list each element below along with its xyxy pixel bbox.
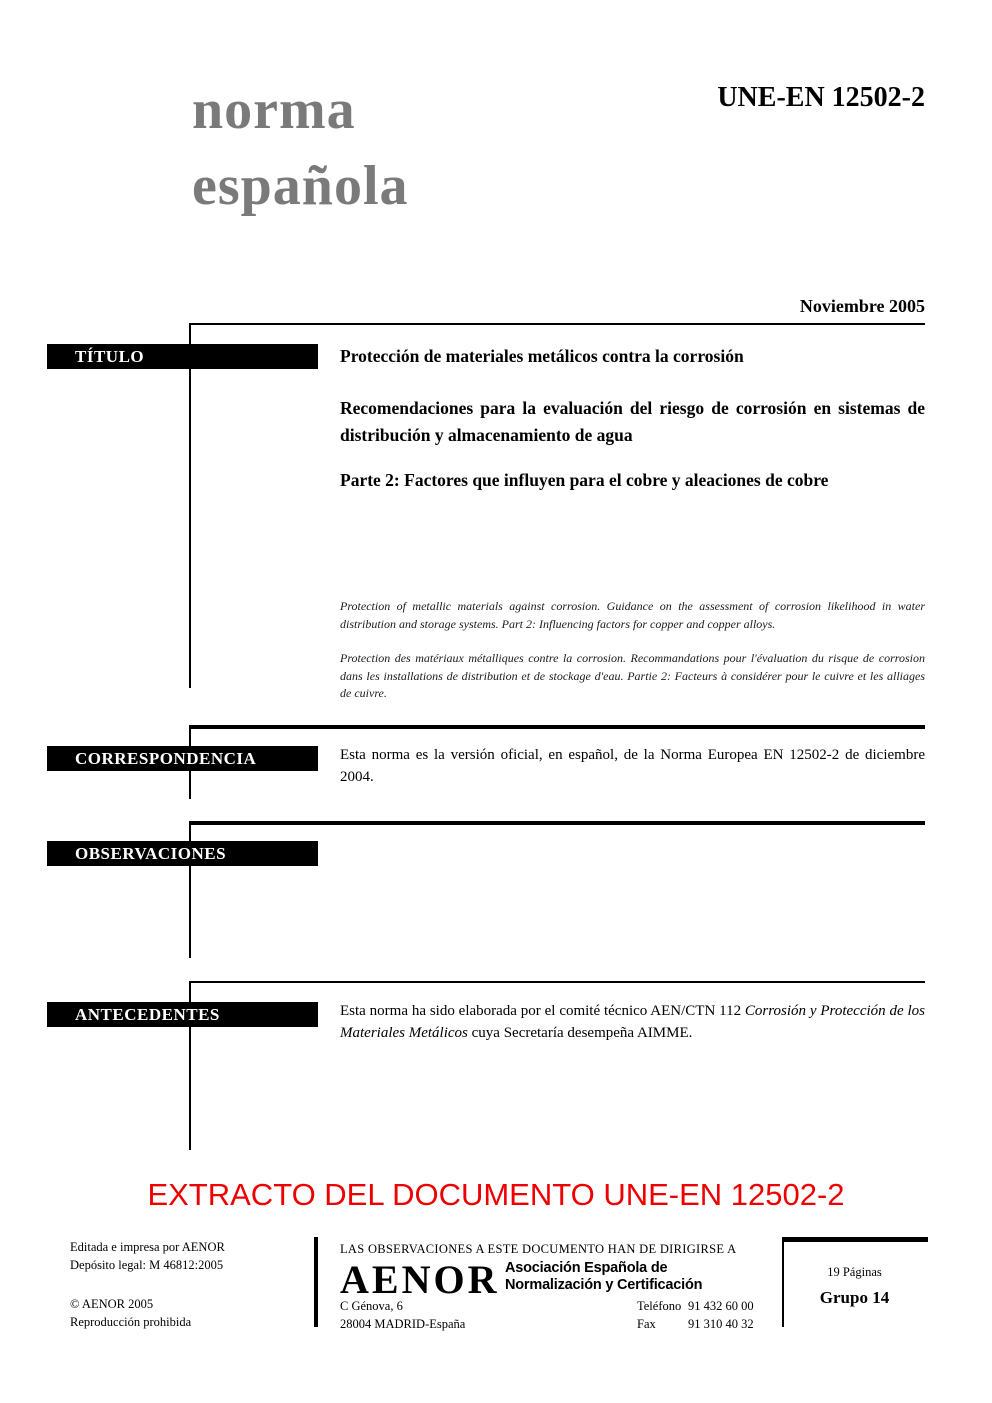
brand-line-2: española xyxy=(192,155,409,217)
footer-reproduction-notice: Reproducción prohibida xyxy=(70,1315,192,1329)
title-spanish-line2: Recomendaciones para la evaluación del riesgo de corrosión en sistemas de distribución y almacenamiento de agua xyxy=(340,398,925,445)
norma-espanola-logo xyxy=(192,72,409,224)
footer-phone-value: 91 432 60 00 xyxy=(688,1299,754,1313)
antecedentes-text-suffix: cuya Secretaría desempeña AIMME. xyxy=(467,1024,693,1041)
footer-divider xyxy=(314,1237,318,1327)
titulo-label-bar: TÍTULO xyxy=(47,344,318,369)
aenor-org-name xyxy=(505,1260,702,1294)
antecedentes-text-italic: Corrosión y Protección de los Materiales Metálicos xyxy=(340,1003,925,1041)
aenor-logo: AENOR xyxy=(340,1257,500,1302)
document-code: UNE-EN 12502-2 xyxy=(717,82,925,113)
footer-publisher-line: Editada e impresa por AENOR xyxy=(70,1240,225,1254)
antecedentes-label-bar: ANTECEDENTES xyxy=(47,1002,318,1027)
title-english-note: Protection of metallic materials against corrosion. Guidance on the assessment of corrosion likelihood in water distribution and storage systems. Part 2: Influencing factors for copper and copper alloys. xyxy=(340,599,925,631)
rule-correspondencia xyxy=(190,725,925,729)
footer-phone-label: Teléfono xyxy=(637,1299,682,1313)
antecedentes-body xyxy=(340,1001,925,1044)
footer-observations-notice: LAS OBSERVACIONES A ESTE DOCUMENTO HAN DE DIRIGIRSE A xyxy=(340,1242,737,1256)
rule-titulo xyxy=(190,323,925,325)
page-count: 19 Páginas xyxy=(827,1265,882,1279)
correspondencia-label-bar: CORRESPONDENCIA xyxy=(47,746,318,771)
observaciones-label-bar: OBSERVACIONES xyxy=(47,841,318,866)
document-date: Noviembre 2005 xyxy=(799,296,925,316)
rule-antecedentes xyxy=(190,981,925,983)
footer-fax-value: 91 310 40 32 xyxy=(688,1317,754,1331)
footer-address-street: C Génova, 6 xyxy=(340,1299,403,1313)
title-french-note: Protection des matériaux métalliques contre la corrosion. Recommandations pour l'évaluation du risque de corrosion dans les installations de distribution et de stockage d'eau. Partie 2: Facteurs à considérer pour le cuivre et les alliages de cuivre. xyxy=(340,651,925,700)
aenor-org-line2: Normalización y Certificación xyxy=(505,1277,703,1293)
group-number: Grupo 14 xyxy=(819,1288,890,1307)
title-spanish-line1: Protección de materiales metálicos contra la corrosión xyxy=(340,346,744,366)
extracto-title: EXTRACTO DEL DOCUMENTO UNE-EN 12502-2 xyxy=(147,1177,845,1212)
title-spanish-line3: Parte 2: Factores que influyen para el cobre y aleaciones de cobre xyxy=(340,470,829,490)
footer-copyright: © AENOR 2005 xyxy=(70,1297,154,1311)
pages-box-top-border xyxy=(782,1237,928,1242)
antecedentes-text-prefix: Esta norma ha sido elaborada por el comité técnico AEN/CTN 112 xyxy=(340,1003,745,1019)
correspondencia-body: Esta norma es la versión oficial, en español, de la Norma Europea EN 12502-2 de diciembre 2004. xyxy=(340,747,925,785)
footer-fax-label: Fax xyxy=(637,1317,656,1331)
pages-box-left-border xyxy=(782,1237,784,1327)
footer-address-city: 28004 MADRID-España xyxy=(340,1317,466,1331)
vline-titulo xyxy=(189,323,191,688)
rule-observaciones xyxy=(190,821,925,825)
brand-line-1: norma xyxy=(192,79,356,141)
footer-legal-deposit: Depósito legal: M 46812:2005 xyxy=(70,1258,224,1272)
aenor-org-line1: Asociación Española de xyxy=(505,1260,668,1276)
